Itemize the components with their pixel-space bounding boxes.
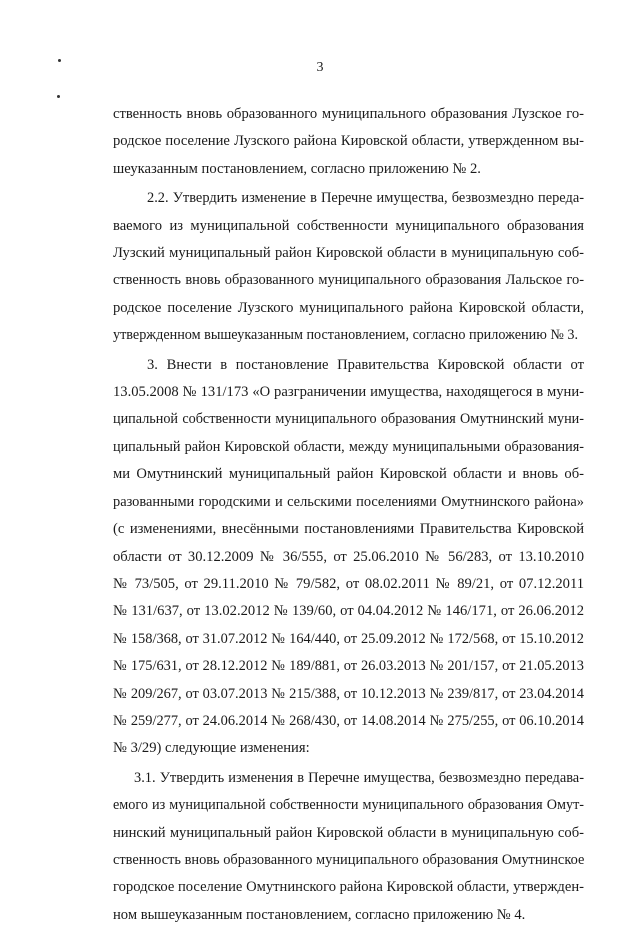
text-line: № 259/277, от 24.06.2014 № 268/430, от 14.08.2014 № 275/255, от 06.10.2014 — [113, 712, 584, 729]
text-line: № 73/505, от 29.11.2010 № 79/582, от 08.02.2011 № 89/21, от 07.12.2011 — [113, 575, 584, 592]
text-line: области от 30.12.2009 № 36/555, от 25.06.2010 № 56/283, от 13.10.2010 — [113, 548, 584, 565]
text-line: Лузский муниципальный район Кировской области в муниципальную соб- — [113, 245, 584, 262]
text-line: родское поселение Лузского района Кировской области, утвержденном вы- — [113, 133, 584, 150]
text-line: ственность вновь образованного муниципального образования Лальское го- — [113, 272, 584, 289]
text-line: (с изменениями, внесёнными постановлениями Правительства Кировской — [113, 521, 584, 538]
text-line: № 3/29) следующие изменения: — [113, 740, 310, 757]
text-line: 2.2. Утвердить изменение в Перечне имущества, безвозмездно переда- — [147, 190, 584, 207]
text-line: ми Омутнинский муниципальный район Кировской области и вновь об- — [113, 466, 584, 483]
paragraph-2-2 — [113, 185, 584, 349]
text-line: № 158/368, от 31.07.2012 № 164/440, от 25.09.2012 № 172/568, от 15.10.2012 — [113, 630, 584, 647]
page-number: 3 — [316, 60, 324, 75]
document-body — [113, 101, 584, 929]
scan-speck-bottom — [57, 95, 60, 98]
text-line: № 209/267, от 03.07.2013 № 215/388, от 10.12.2013 № 239/817, от 23.04.2014 — [113, 685, 584, 702]
text-line: ваемого из муниципальной собственности муниципального образования — [113, 217, 584, 234]
text-line: ственность вновь образованного муниципального образования Лузское го- — [113, 106, 584, 122]
text-line: разованными городскими и сельскими поселениями Омутнинского района» — [113, 493, 584, 510]
text-line: № 175/631, от 28.12.2012 № 189/881, от 26.03.2013 № 201/157, от 21.05.2013 — [113, 658, 584, 675]
text-line: нинский муниципальный район Кировской области в муниципальную соб- — [113, 824, 584, 841]
text-line: ственность вновь образованного муниципального образования Омутнинское — [113, 851, 585, 868]
text-line: ном вышеуказанным постановлением, согласно приложению № 4. — [113, 906, 526, 923]
text-line: ципальной собственности муниципального образования Омутнинский муни- — [113, 411, 584, 428]
paragraph-continuation — [113, 101, 584, 183]
text-line: шеуказанным постановлением, согласно приложению № 2. — [113, 160, 481, 177]
text-line: емого из муниципальной собственности муниципального образования Омут- — [113, 797, 584, 814]
text-line: родское поселение Лузского муниципального района Кировской области, — [113, 299, 584, 316]
text-line: № 131/637, от 13.02.2012 № 139/60, от 04.04.2012 № 146/171, от 26.06.2012 — [113, 603, 584, 620]
text-line: 3. Внести в постановление Правительства Кировской области от — [147, 356, 584, 373]
text-line: утвержденном вышеуказанным постановлением, согласно приложению № 3. — [113, 327, 579, 344]
text-line: 3.1. Утвердить изменения в Перечне имущества, безвозмездно передава- — [134, 769, 584, 786]
text-line: 13.05.2008 № 131/173 «О разграничении имущества, находящегося в муни- — [113, 384, 584, 401]
paragraph-3 — [113, 352, 584, 763]
paragraph-3-1 — [113, 765, 584, 929]
text-line: ципальный район Кировской области, между муниципальными образования- — [113, 438, 584, 455]
text-line: городское поселение Омутнинского района Кировской области, утвержден- — [113, 879, 584, 896]
